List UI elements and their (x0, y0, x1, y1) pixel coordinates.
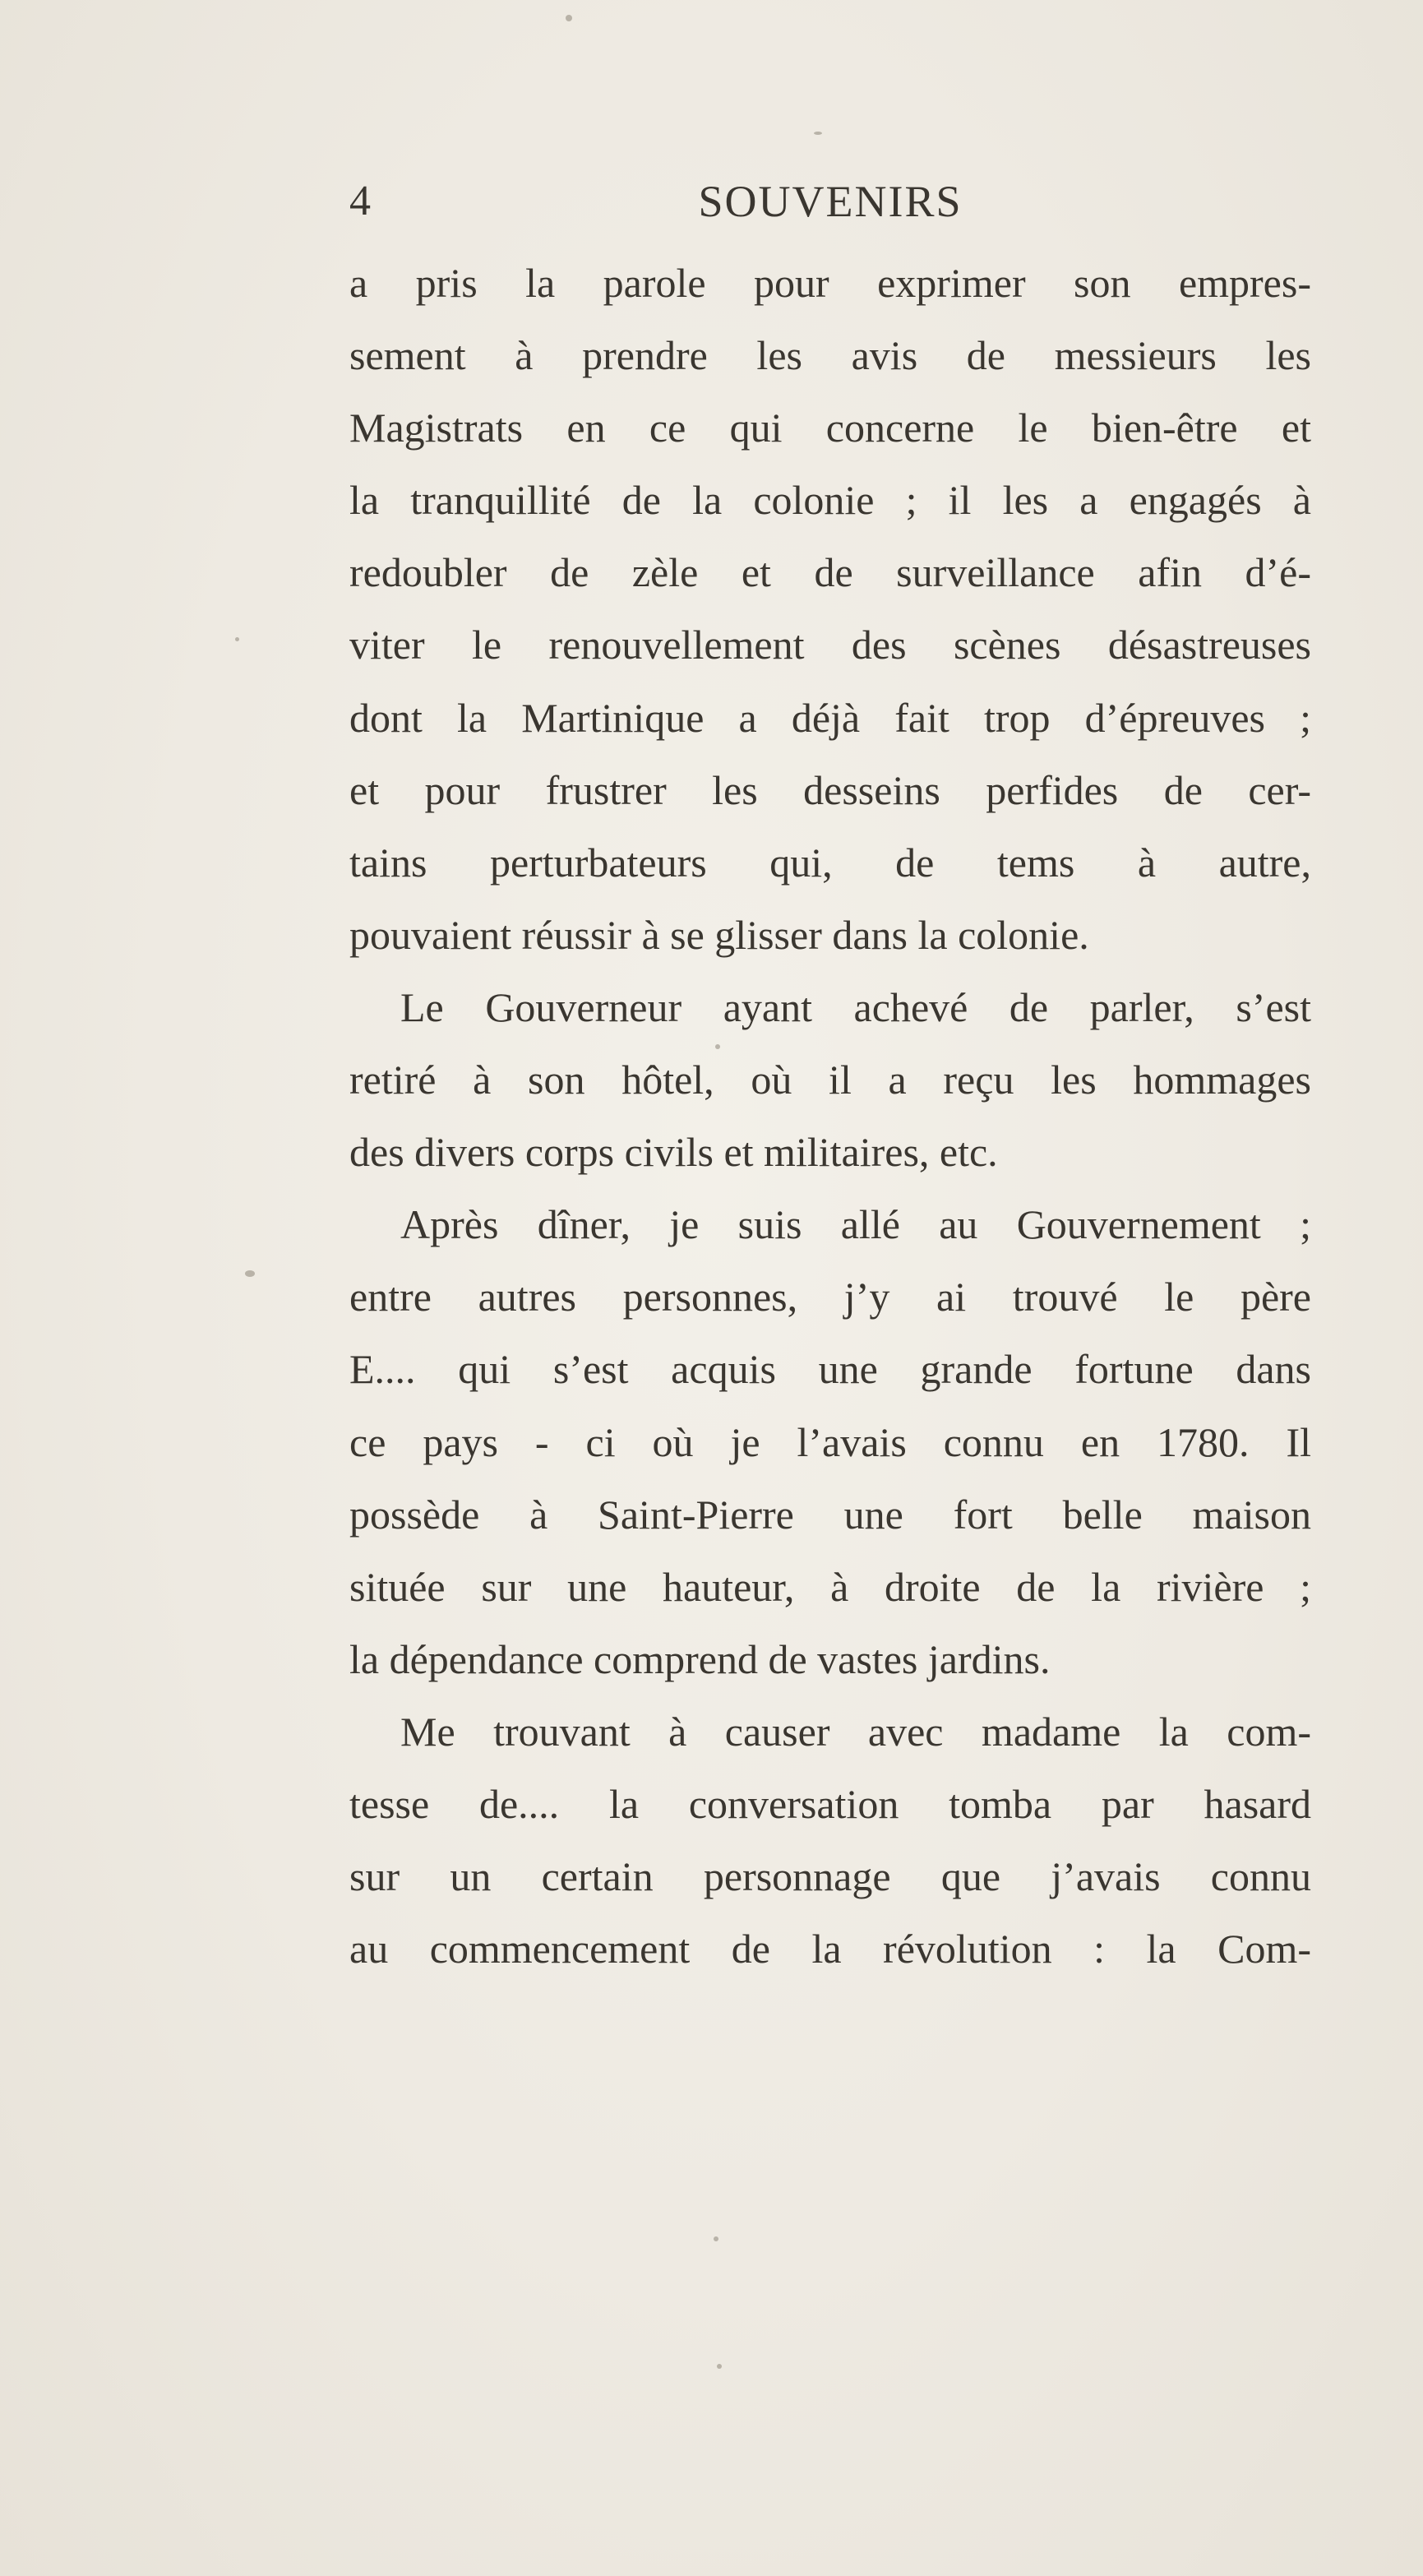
text-line: pouvaient réussir à se glisser dans la colonie. (349, 911, 1089, 958)
text-line: Me trouvant à causer avec madame la com- (400, 1708, 1311, 1755)
text-line: située sur une hauteur, à droite de la rivière ; (349, 1563, 1311, 1610)
text-line: Après dîner, je suis allé au Gouvernement ; (400, 1201, 1311, 1248)
page-header-title: SOUVENIRS (698, 177, 963, 226)
text-line: redoubler de zèle et de surveillance afin d’é- (349, 549, 1311, 596)
paper-speck (717, 2364, 722, 2369)
paragraph (349, 1188, 1311, 1695)
text-line: a pris la parole pour exprimer son empres- (349, 260, 1311, 306)
paper-speck (235, 637, 239, 641)
page-number: 4 (349, 178, 371, 224)
text-line: la dépendance comprend de vastes jardins. (349, 1635, 1051, 1682)
text-line: possède à Saint-Pierre une fort belle maison (349, 1491, 1311, 1538)
paragraph (349, 971, 1311, 1188)
text-line: au commencement de la révolution : la Com- (349, 1926, 1311, 1972)
text-line: tains perturbateurs qui, de tems à autre, (349, 839, 1311, 886)
text-line: Le Gouverneur ayant achevé de parler, s’est (400, 983, 1311, 1030)
running-head (349, 173, 1311, 230)
text-line: dont la Martinique a déjà fait trop d’épreuves ; (349, 694, 1311, 741)
text-line: tesse de.... la conversation tomba par hasard (349, 1780, 1311, 1827)
text-line: la tranquillité de la colonie ; il les a engagés à (349, 477, 1311, 524)
text-line: retiré à son hôtel, où il a reçu les hommages (349, 1057, 1311, 1103)
body-text (349, 247, 1311, 1985)
text-line: ce pays - ci où je l’avais connu en 1780. Il (349, 1418, 1311, 1465)
text-line: et pour frustrer les desseins perfides de cer- (349, 766, 1311, 813)
text-line: des divers corps civils et militaires, etc. (349, 1129, 998, 1176)
text-line: sur un certain personnage que j’avais connu (349, 1853, 1311, 1900)
text-line: entre autres personnes, j’y ai trouvé le père (349, 1274, 1311, 1320)
paragraph (349, 247, 1311, 971)
paper-speck (566, 15, 572, 21)
text-line: Magistrats en ce qui concerne le bien-être et (349, 405, 1311, 451)
text-line: E.... qui s’est acquis une grande fortune dans (349, 1346, 1311, 1393)
paper-speck (714, 2236, 718, 2241)
text-line: sement à prendre les avis de messieurs les (349, 332, 1311, 379)
text-line: viter le renouvellement des scènes désastreuses (349, 622, 1311, 668)
paper-speck (245, 1270, 255, 1277)
paragraph (349, 1695, 1311, 1985)
paper-speck (814, 132, 822, 135)
